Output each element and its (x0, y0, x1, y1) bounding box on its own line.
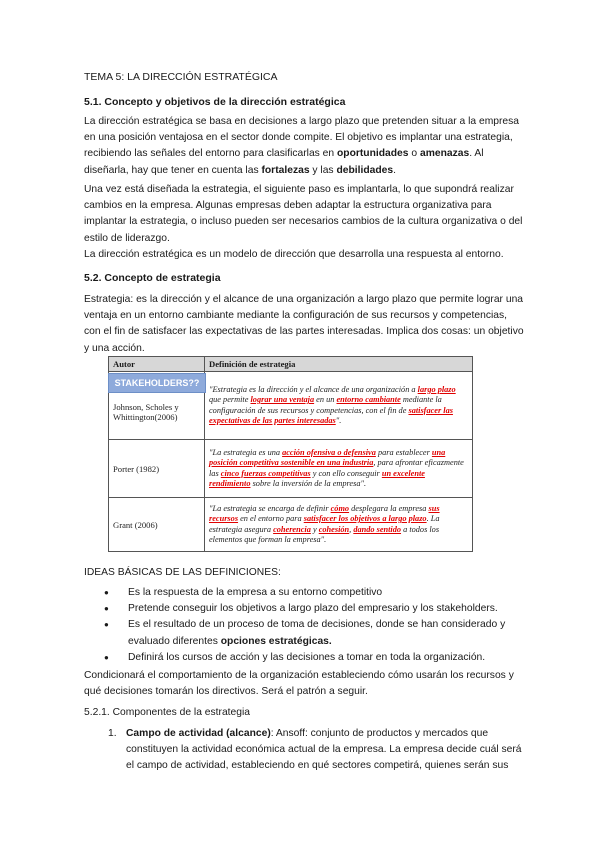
text-run: , (349, 524, 354, 534)
section-5-2-1-heading: 5.2.1. Componentes de la estrategia (84, 707, 251, 718)
text-run: o (408, 148, 420, 160)
components-list (100, 726, 524, 775)
bold-debilidades: debilidades (336, 164, 394, 176)
definition-cell (205, 440, 473, 498)
text-run: Es el resultado de un proceso de toma de decisiones, donde se han considerado y evaluado diferentes (128, 619, 506, 647)
keyword: cómo (330, 503, 350, 513)
keyword: sus recursos (209, 503, 440, 523)
text-run: en un (314, 395, 337, 404)
text-run: "La estrategia se encarga de definir (209, 503, 331, 513)
keyword: cohesión (318, 524, 350, 534)
text-run: y las (309, 164, 337, 176)
text-run: . La estrategia asegura (209, 514, 440, 534)
keyword: satisfacer las expectativas de las partes interesadas (209, 405, 453, 425)
text-run: para establecer (375, 447, 432, 457)
bold-campo-de-actividad: Campo de actividad (alcance) (126, 728, 271, 739)
keyword: dando sentido (353, 524, 402, 534)
text-run: a todos los elementos que forman la empresa". (209, 524, 440, 544)
text-run: : Ansoff: conjunto de productos y mercados que constituyen la actividad económica actual de la empresa. La empresa decide cuál será el campo de actividad, estableciendo en qué sectores competirá, quienes serán sus (126, 728, 522, 772)
keyword: una posición competitiva sostenible en una industria (209, 447, 446, 467)
ideas-heading: IDEAS BÁSICAS DE LAS DEFINICIONES: (84, 567, 281, 578)
text-run: "Estrategia es la dirección y el alcance de una organización a (209, 384, 418, 394)
text-run: "La estrategia es una (209, 447, 283, 457)
text-run: ". (335, 416, 342, 425)
conditions-paragraph: Condicionará el comportamiento de la organización estableciendo cómo usarán los recursos y qué decisiones tomarán los directivos. Será el patrón a seguir. (84, 670, 514, 698)
text-run: sobre la inversión de la empresa". (250, 479, 367, 488)
list-item: ● Definirá los cursos de acción y las decisiones a tomar en toda la organización. (102, 650, 522, 666)
bold-fortalezas: fortalezas (261, 164, 310, 176)
keyword: satisfacer los objetivos a largo plazo (303, 514, 427, 523)
text-run: en el entorno para (238, 514, 304, 523)
text-run: y (310, 524, 319, 534)
author-cell: Grant (2006) (109, 498, 205, 552)
list-item: ● Pretende conseguir los objetivos a largo plazo del empresario y los stakeholders. (102, 601, 522, 617)
text-run: . Al diseñarla, hay que tener en cuenta las (84, 148, 484, 176)
text-run: , para afrontar eficazmente las (209, 458, 464, 478)
keyword: coherencia (273, 524, 311, 534)
list-item (100, 726, 524, 775)
list-number: 1. (108, 728, 117, 739)
ideas-list (102, 585, 522, 666)
table-row (109, 498, 473, 552)
text-run: . (393, 164, 396, 176)
table-header-row (109, 357, 473, 372)
author-cell: Porter (1982) (109, 440, 205, 498)
section-5-1-paragraph-1 (84, 114, 524, 179)
list-item (102, 617, 522, 649)
column-header-definition: Definición de estrategia (205, 357, 473, 372)
stakeholders-sticky-note[interactable]: STAKEHOLDERS?? (108, 373, 206, 393)
document-title: TEMA 5: LA DIRECCIÓN ESTRATÉGICA (84, 71, 278, 83)
section-5-1-heading: 5.1. Concepto y objetivos de la dirección estratégica (84, 96, 346, 108)
table-row (109, 440, 473, 498)
bold-oportunidades: oportunidades (337, 148, 409, 160)
keyword: lograr una ventaja (250, 395, 315, 404)
text-run: La dirección estratégica se basa en decisiones a largo plazo que pretenden situar a la empresa en una posición ventajosa en el sector donde compite. El objetivo es implantar una estrategia, recibiendo las señales del entorno para clasificarlas en (84, 116, 520, 160)
text-run: desplegara la empresa (349, 503, 429, 513)
keyword: entorno cambiante (336, 395, 401, 404)
section-5-1-paragraph-2: Una vez está diseñada la estrategia, el siguiente paso es implantarla, lo que supondrá realizar cambios en la empresa. Algunas empresas deben adaptar la estructura organizativa para implantar la estrategia, o incluso pueden ser necesarios cambios de la cultura organizativa o del estilo de liderazgo. (84, 184, 523, 244)
list-item: ● Es la respuesta de la empresa a su entorno competitivo (102, 585, 522, 601)
section-5-2-paragraph: Estrategia: es la dirección y el alcance de una organización a largo plazo que permite lograr una ventaja en un entorno cambiante mediante la configuración de sus recursos y competencias, con el fin de satisfacer las expectativas de las partes interesadas. Implica dos cosas: un objetivo y una acción. (84, 294, 524, 354)
text-run: y con ello conseguir (310, 468, 382, 478)
column-header-author: Autor (109, 357, 205, 372)
definition-cell (205, 498, 473, 552)
bold-opciones-estrategicas: opciones estratégicas. (220, 635, 332, 647)
definition-cell (205, 372, 473, 440)
keyword: acción ofensiva o defensiva (282, 447, 376, 457)
bold-amenazas: amenazas (419, 148, 470, 160)
section-5-2-heading: 5.2. Concepto de estrategia (84, 272, 221, 284)
keyword: largo plazo (417, 384, 456, 394)
keyword: cinco fuerzas competitivas (220, 468, 311, 478)
author-cell: Johnson, Scholes y Whittington(2006) (109, 372, 205, 440)
section-5-1-paragraph-3: La dirección estratégica es un modelo de dirección que desarrolla una respuesta al entorno. (84, 249, 504, 260)
text-run: mediante la configuración de sus recursos y competencias, con el fin de (209, 395, 442, 415)
keyword: un excelente rendimiento (209, 468, 425, 488)
text-run: que permite (209, 395, 251, 404)
